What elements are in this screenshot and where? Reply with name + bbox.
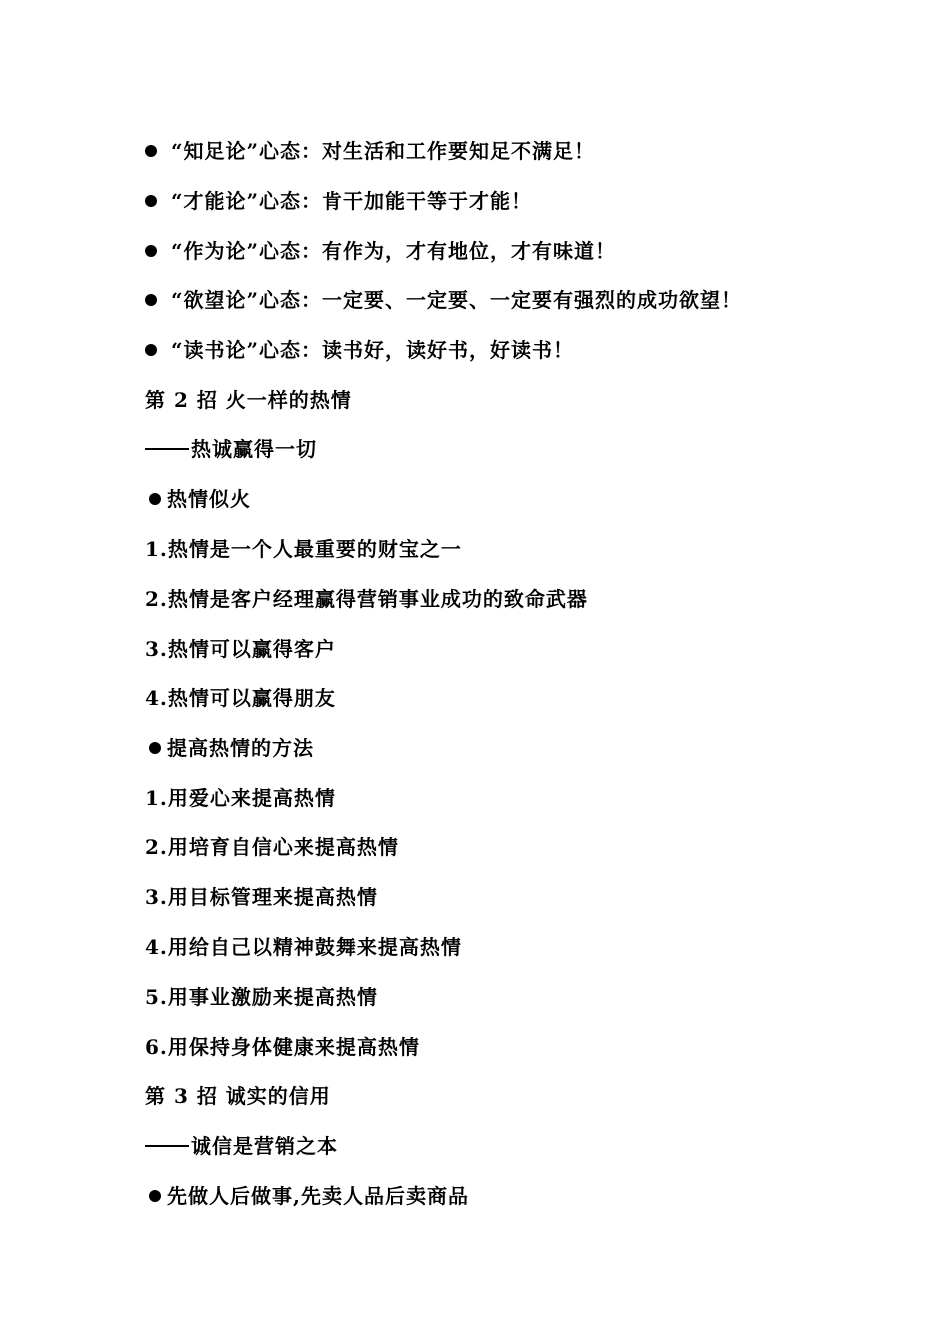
section3-title: 第 3 招 诚实的信用 <box>145 1084 331 1108</box>
list-item: 2.热情是客户经理赢得营销事业成功的致命武器 <box>145 587 588 611</box>
heading-text: 热情似火 <box>167 487 251 511</box>
list-item: 1.热情是一个人最重要的财宝之一 <box>145 537 462 561</box>
list-item: 4.热情可以赢得朋友 <box>145 686 336 710</box>
section2-heading-2 <box>145 733 314 763</box>
em-dash-icon <box>145 1145 189 1147</box>
mindset-item <box>145 136 595 166</box>
mindset-item <box>145 236 616 266</box>
section3-subtitle <box>145 1131 338 1161</box>
bullet-icon <box>149 1190 161 1202</box>
section2-subtitle-text: 热诚赢得一切 <box>191 437 317 461</box>
mindset-item <box>145 335 574 365</box>
bullet-icon <box>149 742 161 754</box>
bullet-icon <box>145 294 157 306</box>
mindset-text: “欲望论”心态：一定要、一定要、一定要有强烈的成功欲望！ <box>171 288 743 312</box>
section2-heading-1 <box>145 484 251 514</box>
bullet-icon <box>145 145 157 157</box>
section2-subtitle <box>145 434 317 464</box>
mindset-text: “知足论”心态：对生活和工作要知足不满足！ <box>171 139 596 163</box>
bullet-icon <box>145 245 157 257</box>
list-item: 1.用爱心来提高热情 <box>145 786 336 810</box>
list-item: 5.用事业激励来提高热情 <box>145 985 378 1009</box>
mindset-text: “才能论”心态：肯干加能干等于才能！ <box>171 189 533 213</box>
section2-title: 第 2 招 火一样的热情 <box>145 388 352 412</box>
mindset-item <box>145 285 742 315</box>
mindset-item <box>145 186 532 216</box>
mindset-text: “作为论”心态：有作为，才有地位，才有味道！ <box>171 239 617 263</box>
list-item: 3.用目标管理来提高热情 <box>145 885 378 909</box>
heading-text: 提高热情的方法 <box>167 736 314 760</box>
em-dash-icon <box>145 448 189 450</box>
list-item: 2.用培育自信心来提高热情 <box>145 835 399 859</box>
bullet-icon <box>149 493 161 505</box>
section3-heading-1 <box>145 1181 469 1211</box>
mindset-text: “读书论”心态：读书好，读好书，好读书！ <box>171 338 575 362</box>
heading-text: 先做人后做事,先卖人品后卖商品 <box>167 1184 469 1208</box>
section3-subtitle-text: 诚信是营销之本 <box>191 1134 338 1158</box>
list-item: 6.用保持身体健康来提高热情 <box>145 1035 420 1059</box>
list-item: 4.用给自己以精神鼓舞来提高热情 <box>145 935 462 959</box>
list-item: 3.热情可以赢得客户 <box>145 637 336 661</box>
bullet-icon <box>145 195 157 207</box>
bullet-icon <box>145 344 157 356</box>
